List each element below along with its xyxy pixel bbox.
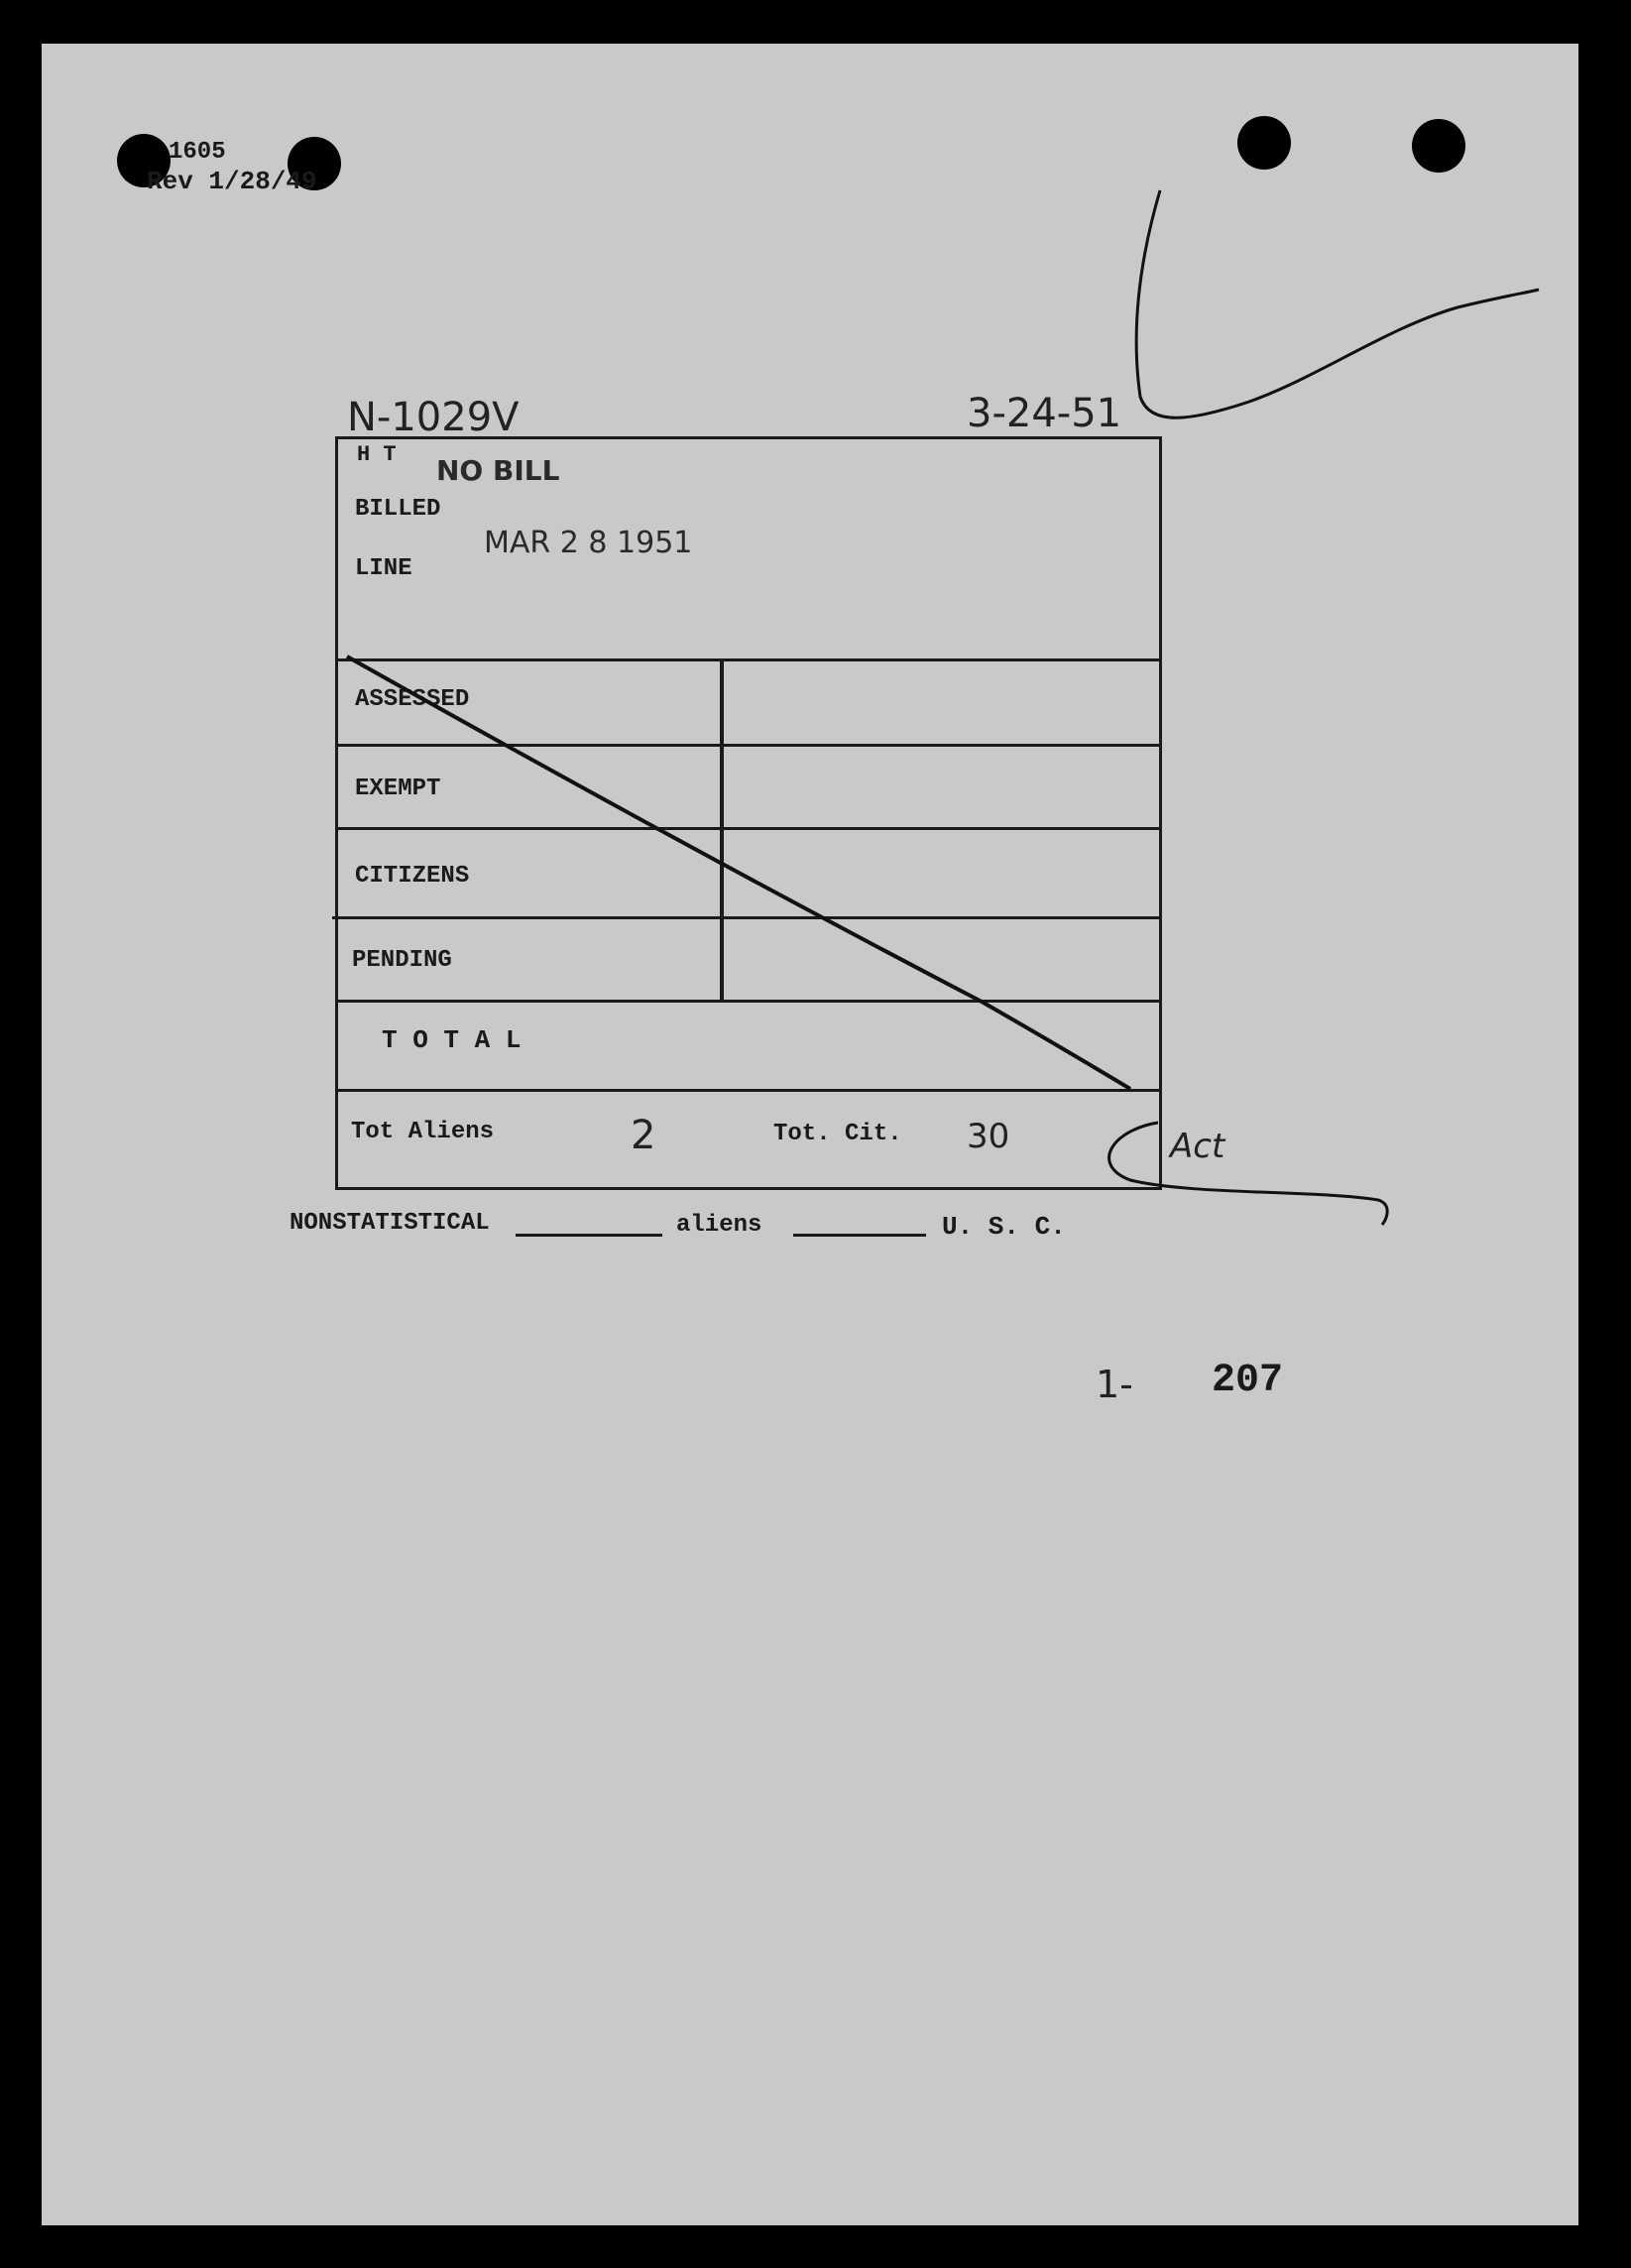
handwritten-initials: Act: [1170, 1127, 1225, 1166]
tot-cit-label: Tot. Cit.: [773, 1121, 902, 1147]
total-label: T O T A L: [382, 1025, 522, 1055]
aliens-label: aliens: [676, 1212, 762, 1239]
date-stamp: MAR 2 8 1951: [484, 526, 693, 560]
nonstatistical-label: NONSTATISTICAL: [290, 1210, 490, 1237]
assessed-label: ASSESSED: [355, 686, 470, 713]
billed-label: BILLED: [355, 496, 441, 523]
initials-loop: [1109, 1123, 1388, 1225]
diagonal-strike-line: [347, 657, 1130, 1089]
line-label: LINE: [355, 555, 412, 582]
citizens-label: CITIZENS: [355, 863, 470, 890]
form-revision: Rev 1/28/49: [147, 167, 317, 196]
form-number: 1605: [169, 139, 226, 166]
case-number: N-1029V: [347, 395, 520, 440]
page-number: 207: [1212, 1359, 1284, 1403]
bottom-prefix: 1-: [1096, 1363, 1133, 1406]
no-bill-stamp: NO BILL: [436, 454, 560, 487]
bracket-mark: [1136, 190, 1539, 418]
usc-label: U. S. C.: [942, 1212, 1066, 1242]
tot-aliens-label: Tot Aliens: [351, 1119, 495, 1145]
pending-label: PENDING: [352, 947, 452, 974]
tot-aliens-value: 2: [631, 1113, 656, 1158]
ht-label: H T: [357, 442, 397, 467]
tot-cit-value: 30: [967, 1117, 1010, 1156]
handwritten-date: 3-24-51: [967, 391, 1122, 436]
exempt-label: EXEMPT: [355, 776, 441, 802]
